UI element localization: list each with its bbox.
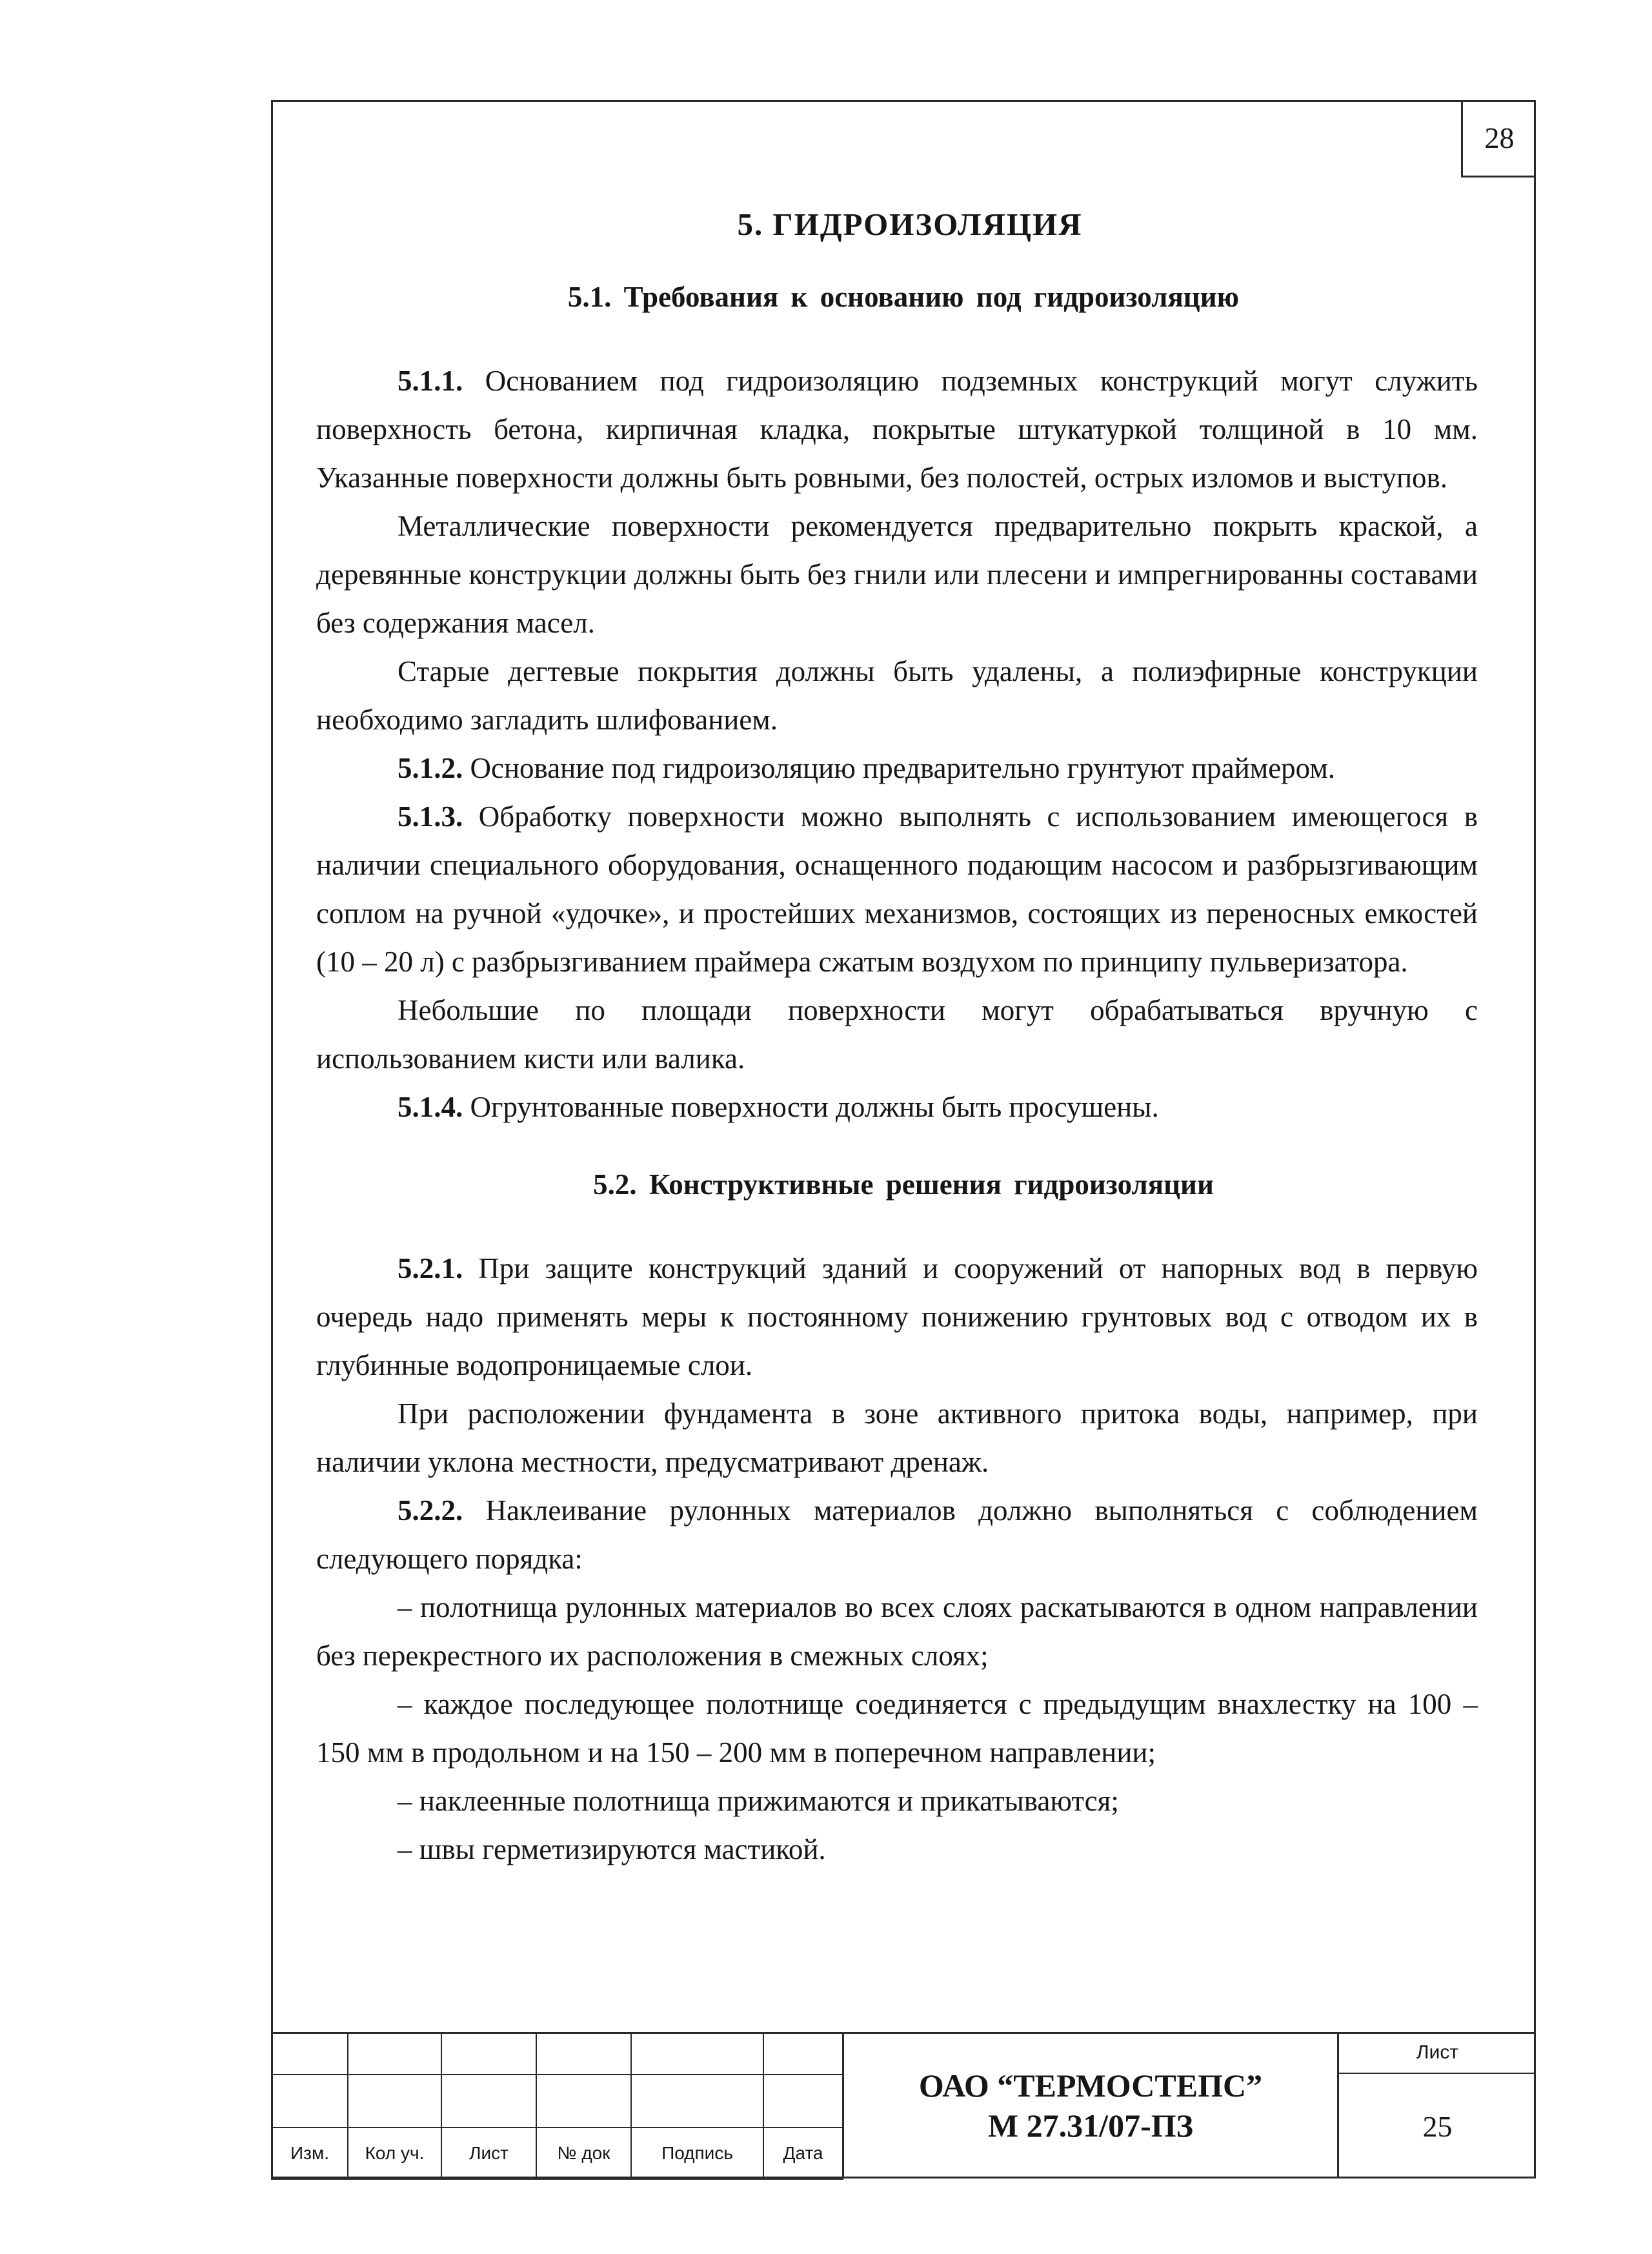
paragraph-5-1-3 [316,793,1478,986]
document-designation [842,2032,1339,2178]
table-cell [441,2075,536,2127]
table-cell [272,2075,348,2127]
table-cell [441,2033,536,2075]
paragraph-text: Основанием под гидроизоляцию подземных конструкций могут служить поверхность бетона, кирпичная кладка, покрытые штукатуркой толщиной в 10 мм. Указанные поверхности должны быть ровными, без полостей, острых изломов и выступов. [316,365,1478,494]
sheet-label: Лист [1339,2032,1536,2074]
table-cell [536,2033,631,2075]
organization-name: ОАО “ТЕРМОСТЕПС” [918,2067,1263,2104]
clause-number: 5.1.1. [398,365,463,397]
header-doc-number: № док [536,2127,631,2179]
paragraph: При расположении фундамента в зоне активного притока воды, например, при наличии уклона местности, предусматривают дренаж. [316,1397,1478,1478]
paragraph-text: Огрунтованные поверхности должны быть просушены. [463,1091,1159,1123]
page-number: 28 [1461,100,1536,178]
paragraph-text: При защите конструкций зданий и сооружений от напорных вод в первую очередь надо применять меры к постоянному понижению грунтовых вод с отводом их в глубинные водопроницаемые слои. [316,1252,1478,1381]
header-date: Дата [763,2127,843,2179]
section-heading: 5. ГИДРОИЗОЛЯЦИЯ [737,207,1083,242]
paragraph-5-1-4 [316,1083,1478,1132]
document-body [316,200,1478,1874]
list-item: – швы герметизируются мастикой. [398,1833,826,1865]
clause-number: 5.1.4. [398,1091,463,1123]
paragraph-5-2-1 [316,1244,1478,1390]
table-cell [348,2075,441,2127]
clause-number: 5.1.2. [398,752,463,784]
paragraph-5-1-2 [316,744,1478,793]
table-cell [763,2075,843,2127]
document-code: М 27.31/07-ПЗ [987,2107,1194,2144]
header-izm: Изм. [272,2127,348,2179]
paragraph-text: Наклеивание рулонных материалов должно выполняться с соблюдением следующего порядка: [316,1494,1478,1575]
sheet-number: 25 [1422,2109,1453,2143]
paragraph-text: Обработку поверхности можно выполнять с использованием имеющегося в наличии специального оборудования, оснащенного подающим насосом и разбрызгивающим соплом на ручной «удочке», и простейших механизмов, состоящих из переносных емкостей (10 – 20 л) с разбрызгиванием праймера сжатым воздухом по принципу пульверизатора. [316,800,1478,978]
clause-number: 5.2.1. [398,1252,463,1284]
table-cell [536,2075,631,2127]
table-cell [631,2075,763,2127]
paragraph-5-2-2 [316,1487,1478,1583]
header-list: Лист [441,2127,536,2179]
list-item: – каждое последующее полотнище соединяется с предыдущим внахлестку на 100 – 150 мм в продольном и на 150 – 200 мм в поперечном направлении; [316,1688,1478,1769]
subsection-title-5-1: 5.1. Требования к основанию под гидроизоляцию [567,281,1240,313]
clause-number: 5.1.3. [398,800,463,833]
table-cell [348,2033,441,2075]
table-cell [272,2033,348,2075]
clause-number: 5.2.2. [398,1494,463,1527]
title-block [271,2032,1536,2178]
paragraph: Небольшие по площади поверхности могут обрабатываться вручную с использованием кисти или валика. [316,994,1478,1075]
list-item: – полотнища рулонных материалов во всех слоях раскатываются в одном направлении без перекрестного их расположения в смежных слоях; [316,1591,1478,1672]
table-cell [631,2033,763,2075]
list-item: – наклеенные полотнища прижимаются и прикатываются; [398,1785,1119,1817]
table-cell [763,2033,843,2075]
paragraph: Металлические поверхности рекомендуется предварительно покрыть краской, а деревянные конструкции должны быть без гнили или плесени и импрегнированны составами без содержания масел. [316,510,1478,639]
header-signature: Подпись [631,2127,763,2179]
paragraph-text: Основание под гидроизоляцию предварительно грунтуют праймером. [463,752,1336,784]
subsection-title-5-2: 5.2. Конструктивные решения гидроизоляции [593,1168,1214,1201]
header-kol-uch: Кол уч. [348,2127,441,2179]
paragraph-5-1-1 [316,357,1478,502]
revision-table [271,2032,843,2180]
paragraph: Старые дегтевые покрытия должны быть удалены, а полиэфирные конструкции необходимо загладить шлифованием. [316,655,1478,736]
